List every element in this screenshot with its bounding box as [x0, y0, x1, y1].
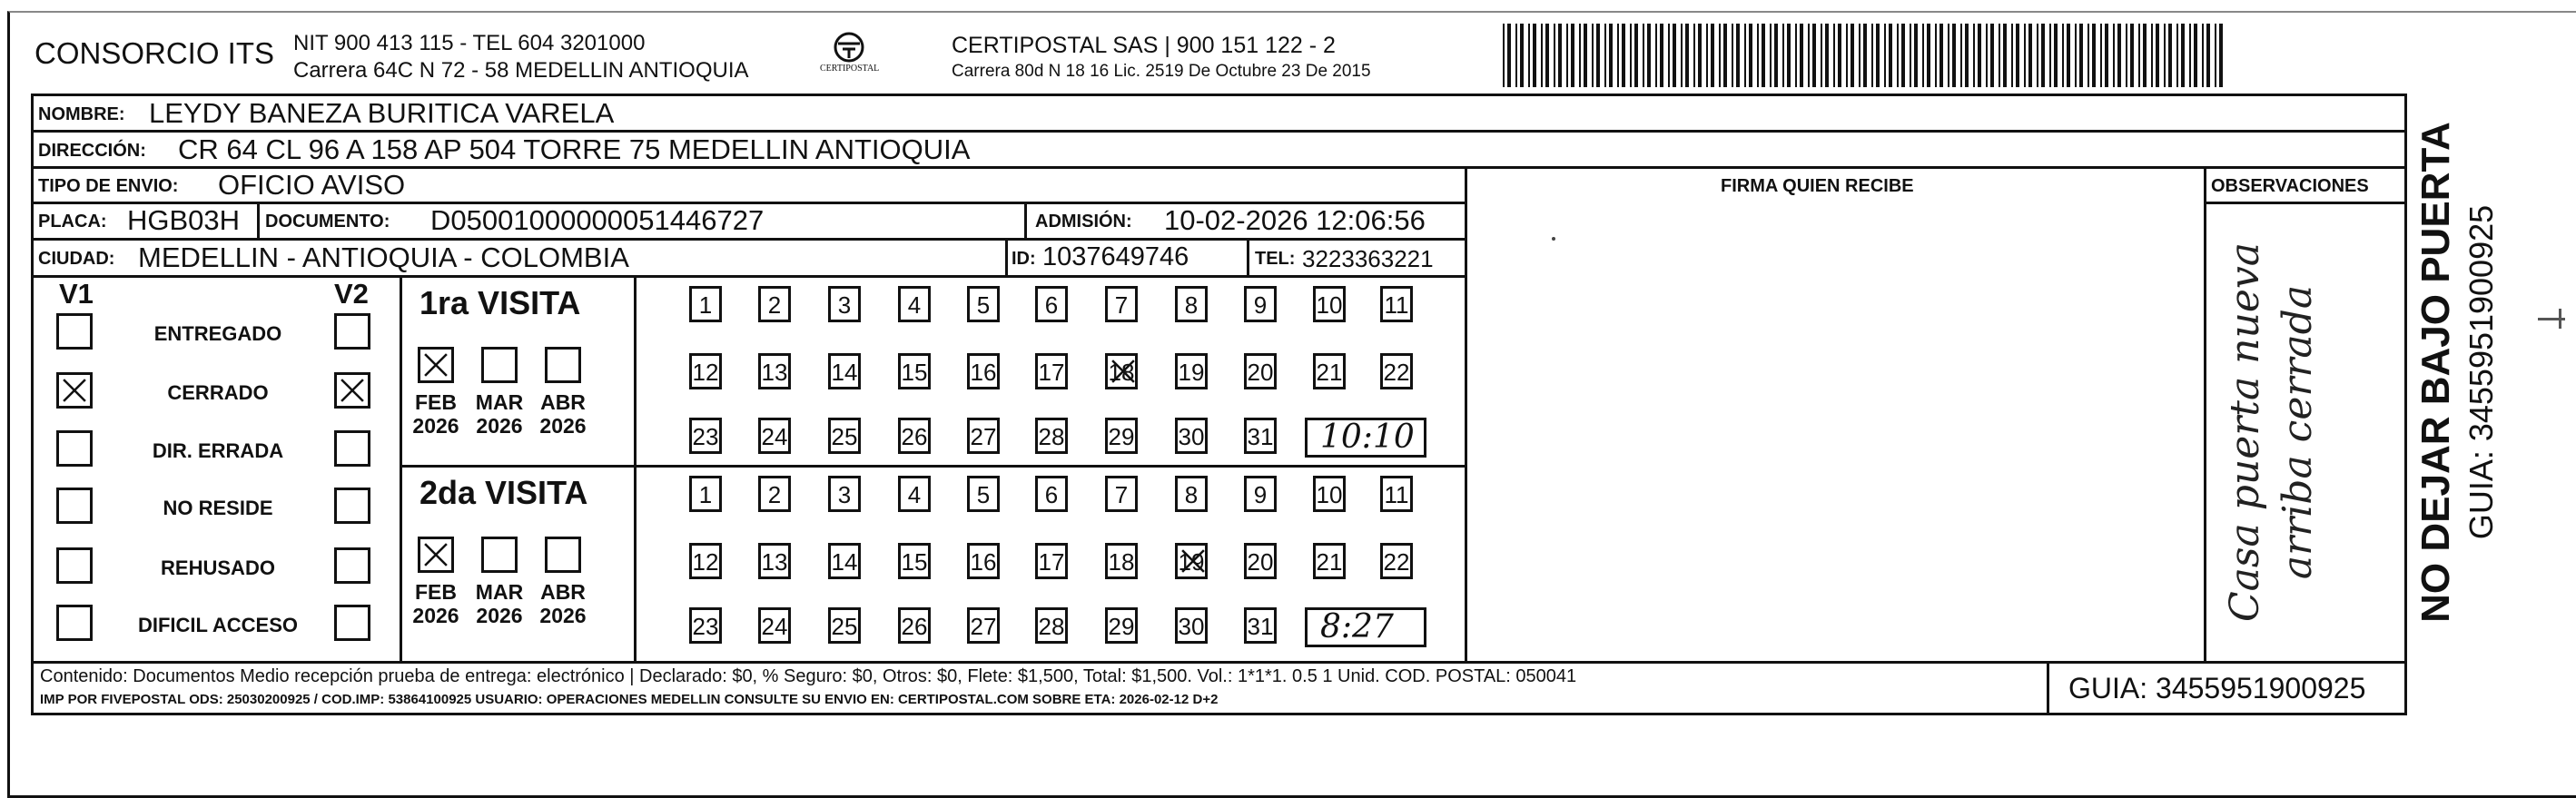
company-name: CONSORCIO ITS — [35, 36, 275, 70]
visit-title: 1ra VISITA — [419, 284, 581, 321]
day-number: 9 — [1253, 291, 1268, 319]
plate-value: HGB03H — [127, 204, 241, 236]
day-number: 10 — [1316, 481, 1343, 508]
status-option-label: DIR. ERRADA — [152, 439, 284, 462]
day-number: 19 — [1178, 359, 1205, 386]
signature-label: FIRMA QUIEN RECIBE — [1721, 176, 1914, 196]
status-option-label: ENTREGADO — [153, 322, 282, 345]
day-number: 30 — [1178, 613, 1205, 640]
day-number: 25 — [831, 423, 858, 450]
day-number: 17 — [1038, 359, 1065, 386]
day-cross-mark — [1108, 356, 1139, 395]
day-box[interactable] — [898, 353, 931, 389]
day-number: 11 — [1384, 481, 1409, 508]
v2-checkbox[interactable] — [334, 372, 370, 409]
day-box[interactable] — [689, 607, 722, 644]
day-number: 5 — [976, 481, 991, 508]
company-nit: NIT 900 413 115 - TEL 604 3201000 — [293, 31, 646, 55]
v1-checkbox[interactable] — [56, 605, 93, 641]
day-number: 27 — [970, 423, 997, 450]
day-number: 18 — [1108, 548, 1135, 576]
day-number: 22 — [1383, 548, 1410, 576]
day-box[interactable] — [1175, 418, 1208, 454]
footer-print-info: IMP POR FIVEPOSTAL ODS: 25030200925 / COD.IMP: 53864100925 USUARIO: OPERACIONES MEDELLIN CONSULTE SU ENVIO EN: CERTIPOSTAL.COM SOBRE ETA: 2026-02-12 D+2 — [40, 692, 1219, 707]
grid-top — [31, 94, 2407, 96]
logo-caption: CERTIPOSTAL — [820, 64, 880, 74]
day-number: 2 — [767, 291, 782, 319]
day-box[interactable] — [1175, 286, 1208, 322]
v2-checkbox[interactable] — [334, 430, 370, 467]
grid-left — [31, 94, 34, 715]
day-box[interactable] — [1313, 286, 1346, 322]
day-number: 17 — [1038, 548, 1065, 576]
day-box[interactable] — [898, 476, 931, 512]
day-box[interactable] — [1105, 476, 1138, 512]
day-box[interactable] — [898, 543, 931, 579]
city-label: CIUDAD: — [38, 249, 115, 269]
edge-mark — [2559, 309, 2561, 329]
admission-value: 10-02-2026 12:06:56 — [1164, 204, 1426, 236]
day-box[interactable] — [1175, 607, 1208, 644]
day-box[interactable] — [689, 543, 722, 579]
visit-time: 8:27 — [1320, 608, 1394, 645]
day-number: 18 — [1108, 359, 1135, 386]
month-label: FEB — [415, 580, 457, 604]
day-number: 6 — [1044, 481, 1059, 508]
day-box[interactable] — [1380, 543, 1413, 579]
year-label: 2026 — [412, 414, 459, 438]
day-number: 31 — [1247, 423, 1274, 450]
recipient-name: LEYDY BANEZA BURITICA VARELA — [149, 97, 615, 129]
day-box[interactable] — [1380, 353, 1413, 389]
day-box[interactable] — [828, 607, 861, 644]
year-label: 2026 — [412, 604, 459, 627]
day-box[interactable] — [1105, 353, 1138, 389]
day-box[interactable] — [758, 476, 791, 512]
day-box[interactable] — [1035, 286, 1068, 322]
day-box[interactable] — [1380, 286, 1413, 322]
day-box[interactable] — [828, 353, 861, 389]
day-number: 14 — [831, 359, 858, 386]
day-number: 11 — [1384, 291, 1409, 319]
v1-checkbox[interactable] — [56, 430, 93, 467]
month-label: FEB — [415, 390, 457, 414]
v2-checkbox[interactable] — [334, 547, 370, 584]
day-number: 19 — [1178, 548, 1205, 576]
day-box[interactable] — [898, 607, 931, 644]
day-number: 1 — [698, 291, 713, 319]
day-number: 7 — [1114, 481, 1129, 508]
day-number: 29 — [1108, 613, 1135, 640]
month-label: MAR — [475, 390, 524, 414]
day-number: 28 — [1038, 423, 1065, 450]
day-box[interactable] — [967, 286, 1000, 322]
month-checkbox[interactable] — [545, 537, 581, 573]
id-label: ID: — [1012, 249, 1036, 269]
day-box[interactable] — [967, 476, 1000, 512]
carrier-name: CERTIPOSTAL SAS | 900 151 122 - 2 — [952, 33, 1336, 58]
day-number: 12 — [692, 548, 719, 576]
day-number: 3 — [837, 291, 852, 319]
month-checkbox[interactable] — [545, 347, 581, 383]
year-label: 2026 — [476, 604, 523, 627]
day-box[interactable] — [1035, 543, 1068, 579]
month-label: MAR — [475, 580, 524, 604]
day-box[interactable] — [828, 286, 861, 322]
day-number: 16 — [970, 548, 997, 576]
day-number: 12 — [692, 359, 719, 386]
day-box[interactable] — [689, 353, 722, 389]
side-warning: NO DEJAR BAJO PUERTA — [2413, 122, 2458, 623]
day-box[interactable] — [1175, 543, 1208, 579]
city-value: MEDELLIN - ANTIOQUIA - COLOMBIA — [138, 241, 629, 273]
side-text — [2407, 109, 2534, 635]
v2-checkbox[interactable] — [334, 313, 370, 350]
tel-value: 3223363221 — [1302, 245, 1434, 272]
day-number: 25 — [831, 613, 858, 640]
month-checkbox[interactable] — [418, 347, 454, 383]
year-label: 2026 — [539, 414, 587, 438]
month-checkbox[interactable] — [481, 537, 518, 573]
day-number: 31 — [1247, 613, 1274, 640]
day-number: 20 — [1247, 548, 1274, 576]
day-number: 24 — [761, 423, 788, 450]
day-box[interactable] — [1244, 353, 1277, 389]
v1-label: V1 — [59, 278, 94, 310]
v2-checkbox[interactable] — [334, 605, 370, 641]
footer-contents: Contenido: Documentos Medio recepción prueba de entrega: electrónico | Declarado: $0, % Seguro: $0, Otros: $0, Flete: $1,500, Total: $1,500. Vol.: 1*1*1. 0.5 1 Unid. COD. POSTAL: 050041 — [40, 666, 1577, 686]
day-box[interactable] — [967, 607, 1000, 644]
day-number: 26 — [901, 613, 928, 640]
day-number: 1 — [698, 481, 713, 508]
day-number: 27 — [970, 613, 997, 640]
day-box[interactable] — [1035, 418, 1068, 454]
shipment-type: OFICIO AVISO — [218, 169, 406, 201]
day-number: 10 — [1316, 291, 1343, 319]
day-box[interactable] — [1035, 353, 1068, 389]
day-box[interactable] — [758, 607, 791, 644]
side-guide: GUIA: 3455951900925 — [2462, 204, 2500, 540]
day-box[interactable] — [1105, 418, 1138, 454]
day-box[interactable] — [689, 286, 722, 322]
recipient-address: CR 64 CL 96 A 158 AP 504 TORRE 75 MEDELLIN ANTIOQUIA — [178, 133, 971, 165]
id-value: 1037649746 — [1042, 242, 1189, 271]
day-number: 5 — [976, 291, 991, 319]
day-box[interactable] — [967, 418, 1000, 454]
day-number: 28 — [1038, 613, 1065, 640]
admission-label: ADMISIÓN: — [1035, 212, 1132, 232]
day-box[interactable] — [758, 418, 791, 454]
day-number: 21 — [1316, 359, 1343, 386]
day-box[interactable] — [828, 418, 861, 454]
observations-handwriting — [2206, 204, 2404, 660]
day-number: 23 — [692, 613, 719, 640]
day-box[interactable] — [758, 286, 791, 322]
document-value: D05001000000051446727 — [430, 204, 765, 236]
v1-checkbox[interactable] — [56, 547, 93, 584]
month-checkbox[interactable] — [418, 537, 454, 573]
day-number: 3 — [837, 481, 852, 508]
day-box[interactable] — [898, 418, 931, 454]
day-box[interactable] — [1244, 607, 1277, 644]
document-label: DOCUMENTO: — [265, 212, 390, 232]
signature-area[interactable] — [1467, 204, 2203, 660]
day-number: 8 — [1184, 291, 1199, 319]
tel-label: TEL: — [1255, 249, 1296, 269]
day-box[interactable] — [1105, 607, 1138, 644]
day-box[interactable] — [1105, 286, 1138, 322]
day-number: 15 — [901, 548, 928, 576]
year-label: 2026 — [539, 604, 587, 627]
day-box[interactable] — [1380, 476, 1413, 512]
v2-checkbox[interactable] — [334, 488, 370, 524]
day-box[interactable] — [1244, 476, 1277, 512]
day-number: 4 — [907, 481, 922, 508]
status-option-label: REHUSADO — [161, 557, 275, 579]
carrier-address: Carrera 80d N 18 16 Lic. 2519 De Octubre 23 De 2015 — [952, 62, 1371, 81]
day-box[interactable] — [689, 418, 722, 454]
observations-label: OBSERVACIONES — [2211, 176, 2369, 196]
day-number: 13 — [761, 359, 788, 386]
day-number: 4 — [907, 291, 922, 319]
day-box[interactable] — [1313, 543, 1346, 579]
status-option-label: CERRADO — [167, 381, 269, 404]
day-box[interactable] — [967, 353, 1000, 389]
day-cross-mark — [1178, 546, 1209, 585]
day-box[interactable] — [1035, 476, 1068, 512]
day-number: 22 — [1383, 359, 1410, 386]
visit-time: 10:10 — [1320, 419, 1415, 456]
shipment-type-label: TIPO DE ENVIO: — [38, 176, 179, 196]
company-address: Carrera 64C N 72 - 58 MEDELLIN ANTIOQUIA — [293, 58, 749, 83]
day-box[interactable] — [1244, 286, 1277, 322]
v1-checkbox[interactable] — [56, 313, 93, 350]
handwritten-note: Casa puerta nueva arriba cerrada — [2222, 242, 2321, 622]
day-number: 29 — [1108, 423, 1135, 450]
visit-time-box[interactable] — [1305, 418, 1426, 458]
address-label: DIRECCIÓN: — [38, 141, 146, 161]
day-number: 20 — [1247, 359, 1274, 386]
day-box[interactable] — [1175, 476, 1208, 512]
month-label: ABR — [540, 390, 586, 414]
status-option-label: DIFICIL ACCESO — [137, 614, 298, 636]
day-box[interactable] — [1313, 476, 1346, 512]
certipostal-logo — [813, 31, 913, 76]
day-box[interactable] — [758, 353, 791, 389]
v1-checkbox[interactable] — [56, 488, 93, 524]
day-box[interactable] — [1313, 353, 1346, 389]
day-number: 30 — [1178, 423, 1205, 450]
day-box[interactable] — [1035, 607, 1068, 644]
day-number: 2 — [767, 481, 782, 508]
month-label: ABR — [540, 580, 586, 604]
day-number: 6 — [1044, 291, 1059, 319]
grid-bottom — [31, 713, 2407, 715]
day-number: 16 — [970, 359, 997, 386]
year-label: 2026 — [476, 414, 523, 438]
plate-label: PLACA: — [38, 212, 107, 232]
day-number: 23 — [692, 423, 719, 450]
status-option-label: NO RESIDE — [163, 497, 273, 519]
month-checkbox[interactable] — [481, 347, 518, 383]
day-number: 7 — [1114, 291, 1129, 319]
day-number: 26 — [901, 423, 928, 450]
day-box[interactable] — [1175, 353, 1208, 389]
day-box[interactable] — [758, 543, 791, 579]
day-number: 8 — [1184, 481, 1199, 508]
day-number: 9 — [1253, 481, 1268, 508]
day-box[interactable] — [1244, 418, 1277, 454]
day-number: 13 — [761, 548, 788, 576]
visit-title: 2da VISITA — [419, 474, 588, 511]
day-box[interactable] — [1105, 543, 1138, 579]
name-label: NOMBRE: — [38, 104, 125, 124]
day-box[interactable] — [828, 543, 861, 579]
footer-guide: GUIA: 3455951900925 — [2068, 672, 2366, 704]
day-number: 14 — [831, 548, 858, 576]
v2-label: V2 — [334, 278, 369, 310]
day-box[interactable] — [828, 476, 861, 512]
day-box[interactable] — [689, 476, 722, 512]
day-box[interactable] — [967, 543, 1000, 579]
day-box[interactable] — [1244, 543, 1277, 579]
day-box[interactable] — [898, 286, 931, 322]
visit-time-box[interactable] — [1305, 607, 1426, 647]
day-number: 21 — [1316, 548, 1343, 576]
day-number: 24 — [761, 613, 788, 640]
barcode — [1503, 24, 2225, 87]
day-number: 15 — [901, 359, 928, 386]
v1-checkbox[interactable] — [56, 372, 93, 409]
